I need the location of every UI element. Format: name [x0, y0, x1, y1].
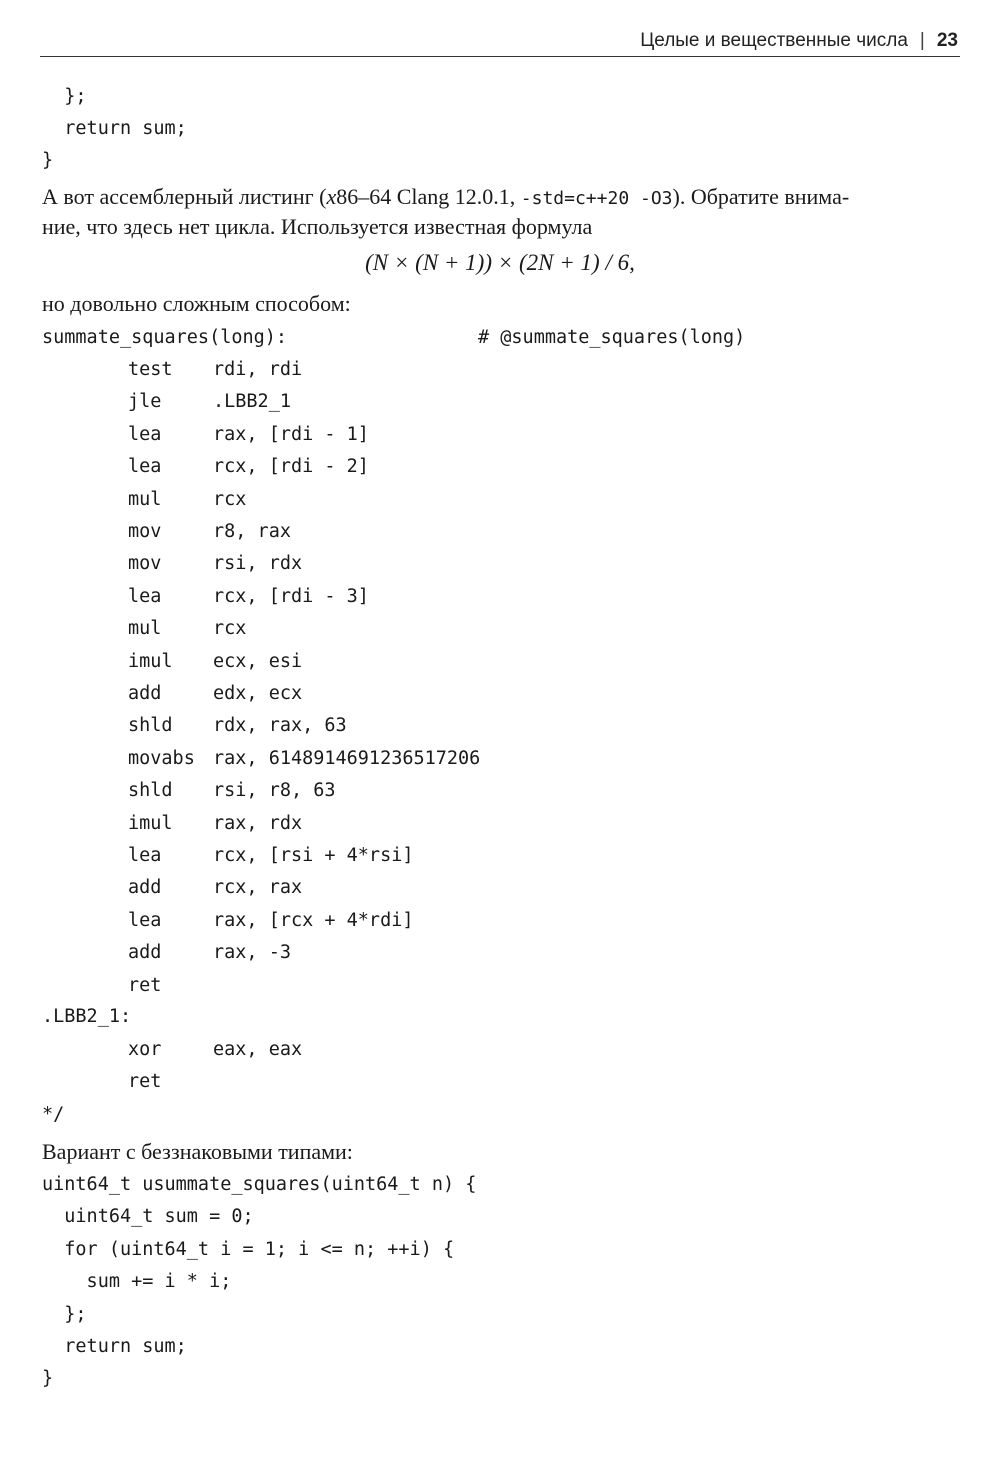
- asm-mnemonic: xor: [128, 1039, 162, 1060]
- asm-mnemonic: lea: [128, 845, 162, 866]
- asm-mnemonic: imul: [128, 812, 173, 834]
- asm-mnemonic: mul: [128, 488, 162, 510]
- asm-operands: rsi, r8, 63: [213, 780, 336, 802]
- code-line: }: [42, 1368, 54, 1390]
- asm-operands: eax, eax: [213, 1039, 303, 1060]
- code-line: sum += i * i;: [42, 1271, 232, 1293]
- header-separator: |: [919, 30, 925, 51]
- asm-operands: ecx, esi: [213, 650, 303, 672]
- text-run: А вот ассемблерный листинг (: [42, 184, 327, 209]
- asm-mnemonic: mov: [128, 553, 162, 575]
- code-line: }: [42, 150, 54, 171]
- asm-operands: .LBB2_1: [213, 391, 291, 413]
- code-line: };: [42, 1303, 87, 1325]
- asm-mnemonic: mov: [128, 521, 162, 542]
- formula: [0, 250, 1000, 276]
- code-line: return sum;: [42, 118, 187, 139]
- asm-mnemonic: add: [128, 877, 162, 899]
- paragraph-line: [42, 184, 849, 210]
- asm-operands: r8, rax: [213, 521, 291, 542]
- asm-mnemonic: test: [128, 359, 173, 380]
- asm-mnemonic: add: [128, 942, 162, 964]
- inline-code: -std=c++20 -O3: [520, 188, 673, 209]
- asm-mnemonic: lea: [128, 456, 162, 478]
- asm-mnemonic: imul: [128, 650, 173, 672]
- running-head: [640, 30, 958, 52]
- asm-mnemonic: ret: [128, 1071, 162, 1093]
- code-line: };: [42, 86, 87, 107]
- asm-operands: rcx, rax: [213, 877, 303, 899]
- asm-operands: rdi, rdi: [213, 359, 303, 380]
- asm-mnemonic: add: [128, 683, 162, 704]
- asm-operands: rax, [rdi - 1]: [213, 423, 369, 445]
- code-line: for (uint64_t i = 1; i <= n; ++i) {: [42, 1238, 455, 1260]
- asm-operands: rcx: [213, 618, 247, 640]
- asm-operands: rax, rdx: [213, 812, 303, 834]
- formula-text: (N × (N + 1)) × (2N + 1) / 6,: [365, 250, 635, 275]
- page-number: 23: [936, 30, 958, 51]
- text-run: ). Обратите внима-: [672, 184, 850, 209]
- asm-operands: rax, 6148914691236517206: [213, 747, 481, 769]
- page-header: [40, 22, 960, 57]
- asm-operands: rax, [rcx + 4*rdi]: [213, 909, 414, 931]
- asm-operands: edx, ecx: [213, 683, 303, 704]
- asm-mnemonic: lea: [128, 585, 162, 607]
- text-run-italic: x: [326, 184, 337, 209]
- code-line: uint64_t usummate_squares(uint64_t n) {: [42, 1174, 477, 1195]
- asm-operands: rcx, [rdi - 3]: [213, 585, 369, 607]
- asm-mnemonic: jle: [128, 391, 162, 413]
- paragraph-line: но довольно сложным способом:: [42, 291, 351, 316]
- asm-operands: rcx, [rsi + 4*rsi]: [213, 845, 414, 866]
- asm-mnemonic: lea: [128, 909, 162, 931]
- paragraph-line: ние, что здесь нет цикла. Используется известная формула: [42, 214, 593, 239]
- asm-operands: rcx, [rdi - 2]: [213, 456, 369, 478]
- asm-operands: rsi, rdx: [213, 553, 303, 575]
- comment-end: */: [42, 1104, 65, 1125]
- asm-mnemonic: shld: [128, 780, 173, 802]
- asm-function-label: summate_squares(long):: [42, 327, 288, 348]
- paragraph-line: Вариант с беззнаковыми типами:: [42, 1139, 353, 1164]
- asm-label: .LBB2_1:: [42, 1006, 132, 1027]
- text-run: 86–64 Clang 12.0.1,: [336, 184, 521, 209]
- asm-mnemonic: shld: [128, 715, 173, 737]
- asm-mnemonic: ret: [128, 974, 162, 996]
- asm-operands: rdx, rax, 63: [213, 715, 347, 737]
- asm-comment: # @summate_squares(long): [478, 327, 746, 348]
- asm-mnemonic: movabs: [128, 747, 195, 769]
- asm-mnemonic: lea: [128, 423, 162, 445]
- asm-operands: rcx: [213, 488, 247, 510]
- asm-mnemonic: mul: [128, 618, 162, 640]
- code-line: uint64_t sum = 0;: [42, 1206, 254, 1228]
- code-line: return sum;: [42, 1336, 187, 1357]
- asm-operands: rax, -3: [213, 942, 291, 964]
- chapter-title: Целые и вещественные числа: [640, 30, 908, 51]
